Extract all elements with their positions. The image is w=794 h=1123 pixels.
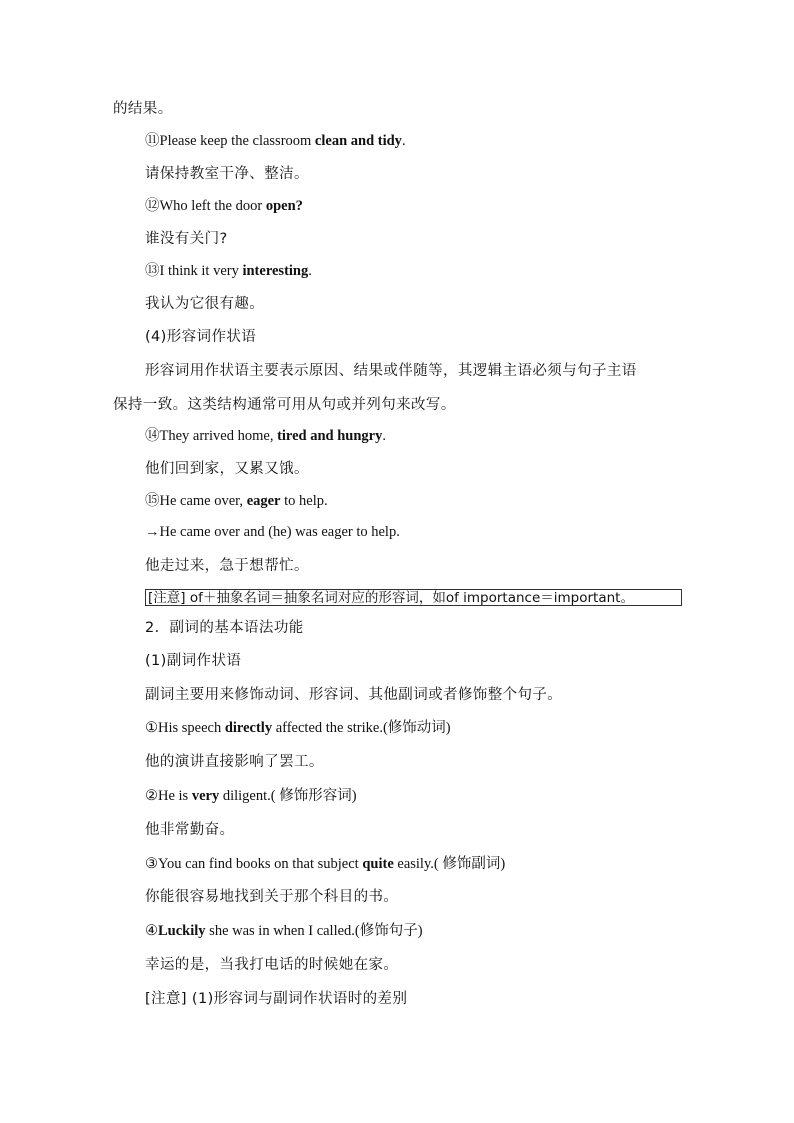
translation-12: 谁没有关门? bbox=[145, 231, 228, 247]
example-sentence-4: ④Luckily she was in when I called.(修饰句子) bbox=[145, 923, 423, 939]
example-number: ① bbox=[145, 720, 158, 736]
example-sentence-2: ②He is very diligent.( 修饰形容词) bbox=[145, 788, 357, 804]
note-text: [注意] of＋抽象名词＝抽象名词对应的形容词，如of importance＝important。 bbox=[148, 590, 634, 606]
section-heading-4: (4)形容词作状语 bbox=[145, 329, 257, 345]
highlighted-phrase: open? bbox=[265, 198, 303, 214]
highlighted-phrase: eager bbox=[246, 493, 281, 509]
rewrite-sentence-15: →He came over and (he) was eager to help. bbox=[145, 524, 400, 540]
translation-4: 幸运的是，当我打电话的时候她在家。 bbox=[145, 957, 399, 973]
highlighted-phrase: very bbox=[191, 788, 220, 804]
example-number: ② bbox=[145, 788, 158, 804]
example-number: ⑬ bbox=[145, 263, 160, 279]
highlighted-phrase: directly bbox=[224, 720, 273, 736]
example-number: ④ bbox=[145, 923, 158, 939]
example-sentence-1: ①His speech directly affected the strike.(修饰动词) bbox=[145, 720, 451, 736]
example-sentence-11: ⑪Please keep the classroom clean and tidy. bbox=[145, 133, 406, 149]
example-sentence-15: ⑮He came over, eager to help. bbox=[145, 493, 328, 509]
body-paragraph-line-1: 形容词用作状语主要表示原因、结果或伴随等，其逻辑主语必须与句子主语 bbox=[145, 363, 637, 379]
translation-13: 我认为它很有趣。 bbox=[145, 296, 265, 312]
highlighted-phrase: Luckily bbox=[158, 923, 206, 939]
example-number: ③ bbox=[145, 856, 158, 872]
example-sentence-13: ⑬I think it very interesting. bbox=[145, 263, 312, 279]
body-paragraph-line-2: 保持一致。这类结构通常可用从句或并列句来改写。 bbox=[113, 397, 456, 413]
translation-14: 他们回到家，又累又饿。 bbox=[145, 461, 309, 477]
example-sentence-12: ⑫Who left the door open? bbox=[145, 198, 303, 214]
highlighted-phrase: tired and hungry bbox=[277, 428, 383, 444]
example-number: ⑫ bbox=[145, 198, 160, 214]
example-number: ⑮ bbox=[145, 493, 160, 509]
highlighted-phrase: quite bbox=[362, 856, 394, 872]
example-sentence-14: ⑭They arrived home, tired and hungry. bbox=[145, 428, 386, 444]
example-number: ⑪ bbox=[145, 133, 160, 149]
translation-1: 他的演讲直接影响了罢工。 bbox=[145, 754, 324, 770]
highlighted-phrase: clean and tidy bbox=[314, 133, 402, 149]
paragraph-continuation: 的结果。 bbox=[113, 101, 173, 117]
highlighted-phrase: interesting bbox=[242, 263, 309, 279]
translation-3: 你能很容易地找到关于那个科目的书。 bbox=[145, 889, 399, 905]
translation-11: 请保持教室干净、整洁。 bbox=[145, 166, 309, 182]
note-heading: [注意] (1)形容词与副词作状语时的差别 bbox=[145, 991, 408, 1007]
subsection-heading-1: (1)副词作状语 bbox=[145, 653, 242, 669]
example-sentence-3: ③You can find books on that subject quite easily.( 修饰副词) bbox=[145, 856, 506, 872]
section-heading-2: 2．副词的基本语法功能 bbox=[145, 620, 304, 636]
translation-15: 他走过来，急于想帮忙。 bbox=[145, 558, 309, 574]
example-number: ⑭ bbox=[145, 428, 160, 444]
body-paragraph: 副词主要用来修饰动词、形容词、其他副词或者修饰整个句子。 bbox=[145, 687, 563, 703]
translation-2: 他非常勤奋。 bbox=[145, 822, 235, 838]
